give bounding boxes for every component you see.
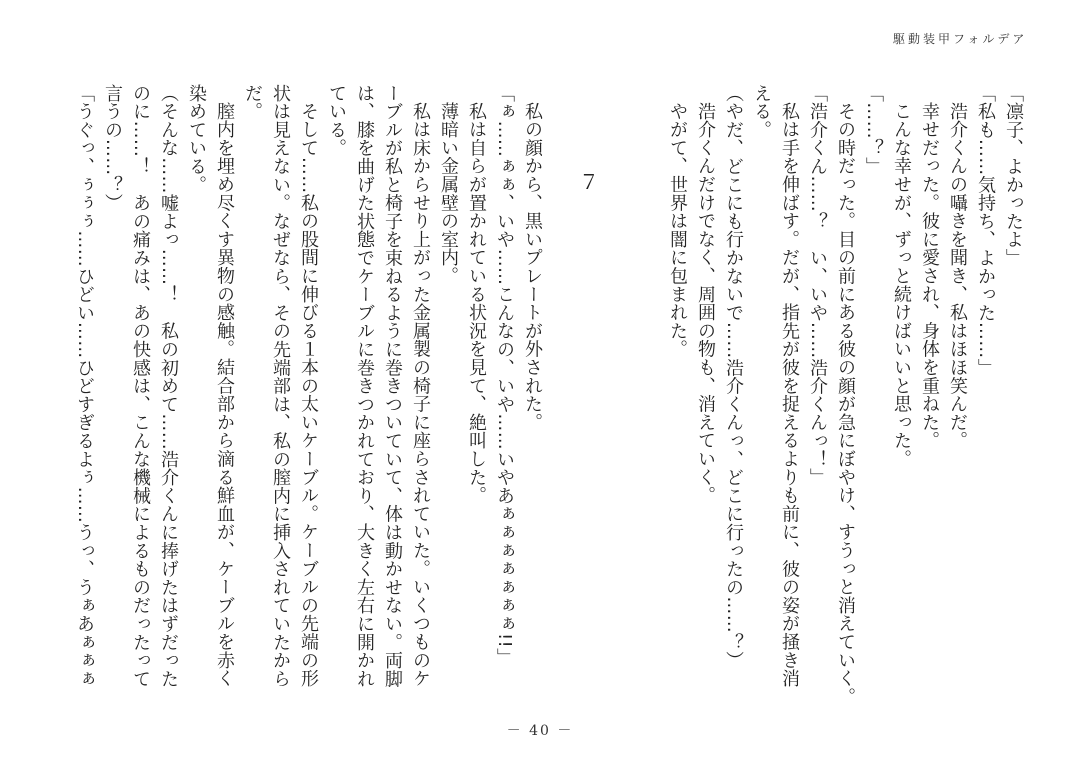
- text-line: 「浩介くん……？ い、いや……浩介くんっ！」: [807, 84, 828, 487]
- text-line: 「うぐっ、ぅぅぅ……ひどい……ひどすぎるよぅ……うっ、うぁあぁぁぁ: [74, 84, 95, 688]
- text-line: 浩介くんだけでなく、周囲の物も、消えていく。: [695, 102, 716, 505]
- text-line: 私は手を伸ばす。だが、指先が彼を捉えるよりも前に、彼の姿が掻き消: [779, 102, 800, 688]
- text-line: 「私も……気持ち、よかった……」: [975, 84, 996, 377]
- text-block-left: [70, 84, 546, 694]
- text-line: ーブルが私と椅子を束ねるように巻きついていて、体は動かせない。両脚: [382, 84, 403, 688]
- chapter-number: ７: [579, 170, 599, 194]
- text-line: 染めている。: [186, 84, 207, 194]
- text-line: 膣内を埋め尽くす異物の感触。結合部から滴る鮮血が、ケーブルを赤く: [214, 102, 235, 688]
- text-line: 私は自らが置かれている状況を見て、絶叫した。: [466, 102, 487, 505]
- text-line: のに……！ あの痛みは、あの快感は、こんな機械によるものだったって: [130, 84, 151, 688]
- text-line: は、膝を曲げた状態でケーブルに巻きつかれており、大きく左右に開かれ: [354, 84, 375, 688]
- text-line: 「凛子、よかったよ」: [1003, 84, 1024, 267]
- page-number: － 40 －: [506, 723, 574, 739]
- running-title: 駆動装甲フォルデア: [893, 32, 1028, 46]
- text-line: やがて、世界は闇に包まれた。: [667, 102, 688, 359]
- text-line: 状は見えない。なぜなら、その先端部は、私の膣内に挿入されていたから: [270, 84, 291, 688]
- text-line: ている。: [326, 84, 347, 158]
- text-line: 私は床からせり上がった金属製の椅子に座らされていた。いくつものケ: [410, 102, 431, 688]
- text-line: 浩介くんの囁きを聞き、私はほほ笑んだ。: [947, 102, 968, 450]
- text-line: その時だった。目の前にある彼の顔が急にぼやけ、すうっと消えていく。: [835, 102, 856, 706]
- text-line: 幸せだった。彼に愛され、身体を重ねた。: [919, 102, 940, 450]
- text-line: 「ぁ……ぁぁ、いや……こんなの、いや……いやあぁぁぁぁぁぁぁ!!」: [494, 84, 515, 667]
- text-line: 薄暗い金属壁の室内。: [438, 102, 459, 285]
- text-line: （そんな……嘘よっ……！ 私の初めて……浩介くんに捧げたはずだった: [158, 84, 179, 688]
- text-line: だ。: [242, 84, 263, 121]
- text-line: 私の顔から、黒いプレートが外された。: [522, 102, 543, 432]
- text-block-right: [663, 84, 1027, 706]
- text-line: 言うの……？）: [102, 84, 123, 213]
- text-line: そして……私の股間に伸びる１本の太いケーブル。ケーブルの先端の形: [298, 102, 319, 688]
- text-line: える。: [751, 84, 772, 139]
- text-line: （やだ、どこにも行かないで……浩介くんっ、どこに行ったの……？）: [723, 84, 744, 670]
- text-line: 「……？」: [863, 84, 884, 176]
- text-line: こんな幸せが、ずっと続けばいいと思った。: [891, 102, 912, 468]
